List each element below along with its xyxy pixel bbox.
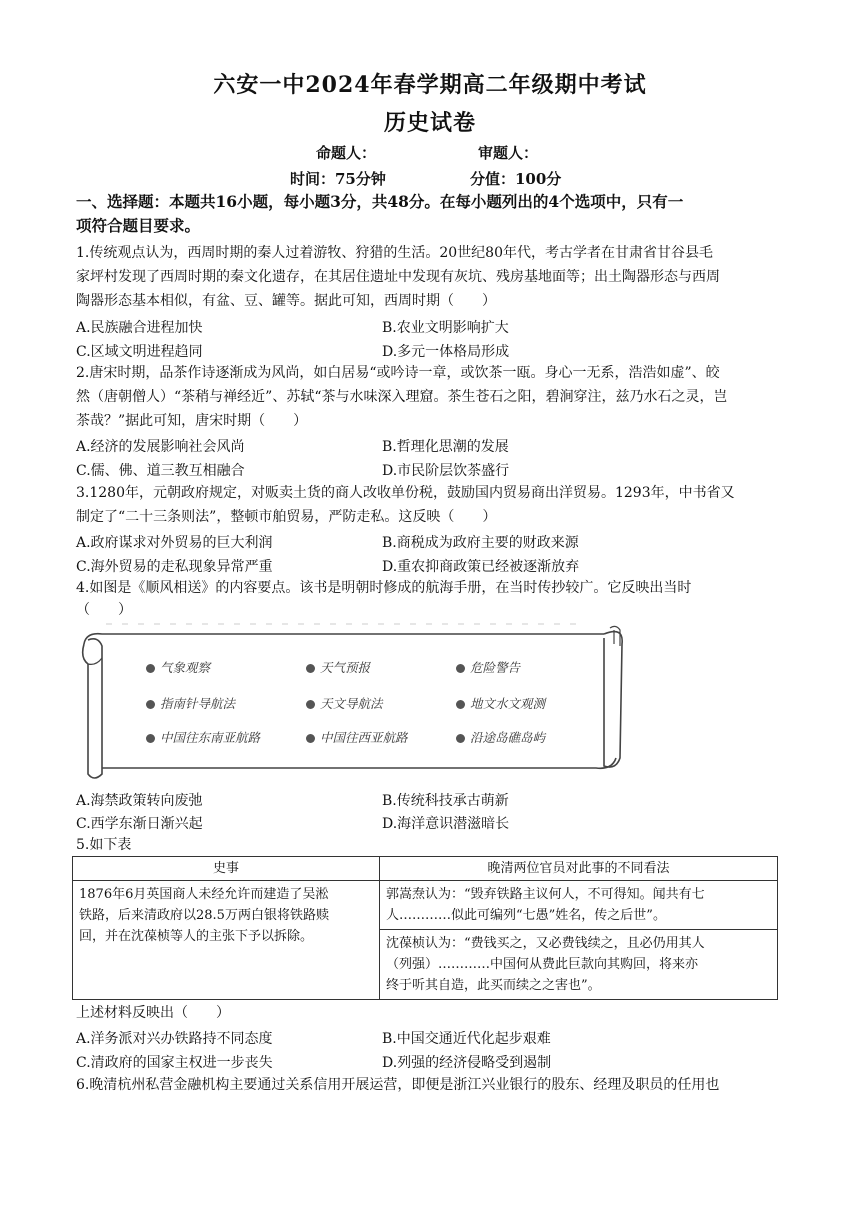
q4-text: 4.如图是《顺风相送》的内容要点。该书是明朝时修成的航海手册，在当时传抄较广。它反映出当时	[76, 580, 692, 596]
q4-text: （ ）	[76, 602, 132, 618]
figure-item: 中国往西亚航路	[306, 728, 408, 746]
figure-item: 地文水文观测	[456, 694, 545, 712]
q4-option-a[interactable]: A.海禁政策转向废弛	[76, 793, 203, 809]
q4-option-b[interactable]: B.传统科技承古萌新	[382, 793, 509, 809]
figure-item: 中国往东南亚航路	[146, 728, 260, 746]
figure-item: 危险警告	[456, 658, 520, 676]
bullet-icon	[456, 700, 465, 709]
q5-option-c[interactable]: C.清政府的国家主权进一步丧失	[76, 1055, 273, 1071]
bullet-icon	[146, 734, 155, 743]
reviewer-label: 审题人：	[478, 144, 539, 162]
figure-item: 沿途岛礁岛屿	[456, 728, 545, 746]
figure-item: 天文导航法	[306, 694, 383, 712]
bullet-icon	[306, 700, 315, 709]
table-cell-view-shen: 沈葆桢认为：“费钱买之，又必费钱续之，且必仍用其人 （列强）…………中国何从费此巨款向其购回，将来亦 终于听其自造，此买而续之之害也”。	[380, 930, 778, 1000]
q4-option-c[interactable]: C.西学东渐日渐兴起	[76, 816, 203, 832]
table-cell-view-guo: 郭嵩焘认为：“毁弃铁路主议何人，不可得知。闻共有七 人…………似此可编列“七愚”姓名，传之后世”。	[380, 881, 778, 930]
q2-text: 茶哉？”据此可知，唐宋时期（ ）	[76, 413, 308, 429]
q2-text: 然（唐朝僧人）“茶稍与禅经近”、苏轼“茶与水味深入理窟。茶生苍石之阳，碧涧穿注，兹乃水石之灵，岂	[76, 389, 728, 405]
scroll-figure	[76, 618, 636, 784]
bullet-icon	[146, 664, 155, 673]
q2-option-c[interactable]: C.儒、佛、道三教互相融合	[76, 463, 245, 479]
q1-option-c[interactable]: C.区域文明进程趋同	[76, 344, 203, 360]
q1-text: 陶器形态基本相似，有盆、豆、罐等。据此可知，西周时期（ ）	[76, 293, 496, 309]
q4-option-d[interactable]: D.海洋意识潜滋暗长	[382, 816, 510, 832]
figure-item: 气象观察	[146, 658, 210, 676]
q3-text: 3.1280年，元朝政府规定，对贩卖土货的商人改收单份税，鼓励国内贸易商出洋贸易。1293年，中书省又	[76, 485, 735, 501]
q3-option-c[interactable]: C.海外贸易的走私现象异常严重	[76, 559, 273, 575]
q3-option-b[interactable]: B.商税成为政府主要的财政来源	[382, 535, 579, 551]
q3-option-a[interactable]: A.政府谋求对外贸易的巨大利润	[76, 535, 273, 551]
bullet-icon	[306, 734, 315, 743]
q2-option-d[interactable]: D.市民阶层饮茶盛行	[382, 463, 510, 479]
setter-label: 命题人：	[316, 144, 377, 162]
table-cell-event: 1876年6月英国商人未经允许而建造了吴淞 铁路，后来清政府以28.5万两白银将铁路赎 回，并在沈葆桢等人的主张下予以拆除。	[73, 881, 380, 1000]
q6-text: 6.晚清杭州私营金融机构主要通过关系信用开展运营，即便是浙江兴业银行的股东、经理及职员的任用也	[76, 1077, 720, 1093]
q5-question: 上述材料反映出（ ）	[76, 1005, 230, 1021]
bullet-icon	[306, 664, 315, 673]
section-heading: 一、选择题：本题共16小题，每小题3分，共48分。在每小题列出的4个选项中，只有一	[76, 192, 684, 211]
q5-option-a[interactable]: A.洋务派对兴办铁路持不同态度	[76, 1031, 273, 1047]
section-heading-cont: 项符合题目要求。	[76, 216, 201, 235]
bullet-icon	[456, 734, 465, 743]
q2-option-b[interactable]: B.哲理化思潮的发展	[382, 439, 509, 455]
q5-option-b[interactable]: B.中国交通近代化起步艰难	[382, 1031, 551, 1047]
figure-item: 天气预报	[306, 658, 370, 676]
exam-title: 六安一中2024年春学期高二年级期中考试	[213, 72, 647, 98]
q1-text: 家坪村发现了西周时期的秦文化遗存，在其居住遗址中发现有灰坑、残房基地面等；出土陶器形态与西周	[76, 269, 720, 285]
q1-option-a[interactable]: A.民族融合进程加快	[76, 320, 203, 336]
table-header: 晚清两位官员对此事的不同看法	[380, 857, 778, 881]
time-label: 时间：75分钟	[290, 170, 386, 188]
q5-table	[72, 856, 778, 1000]
figure-item: 指南针导航法	[146, 694, 235, 712]
q3-text: 制定了“二十三条则法”，整顿市舶贸易，严防走私。这反映（ ）	[76, 509, 497, 525]
q2-text: 2.唐宋时期，品茶作诗逐渐成为风尚，如白居易“或吟诗一章，或饮茶一瓯。身心一无系，浩浩如虚”、皎	[76, 365, 720, 381]
q5-intro: 5.如下表	[76, 837, 132, 853]
bullet-icon	[456, 664, 465, 673]
q1-option-b[interactable]: B.农业文明影响扩大	[382, 320, 509, 336]
q5-option-d[interactable]: D.列强的经济侵略受到遏制	[382, 1055, 552, 1071]
q3-option-d[interactable]: D.重农抑商政策已经被逐渐放弃	[382, 559, 580, 575]
bullet-icon	[146, 700, 155, 709]
q2-option-a[interactable]: A.经济的发展影响社会风尚	[76, 439, 245, 455]
q1-text: 1.传统观点认为，西周时期的秦人过着游牧、狩猎的生活。20世纪80年代，考古学者在甘肃省甘谷县毛	[76, 245, 713, 261]
exam-subtitle: 历史试卷	[383, 110, 476, 136]
table-header: 史事	[73, 857, 380, 881]
q1-option-d[interactable]: D.多元一体格局形成	[382, 344, 510, 360]
score-label: 分值：100分	[470, 170, 562, 188]
